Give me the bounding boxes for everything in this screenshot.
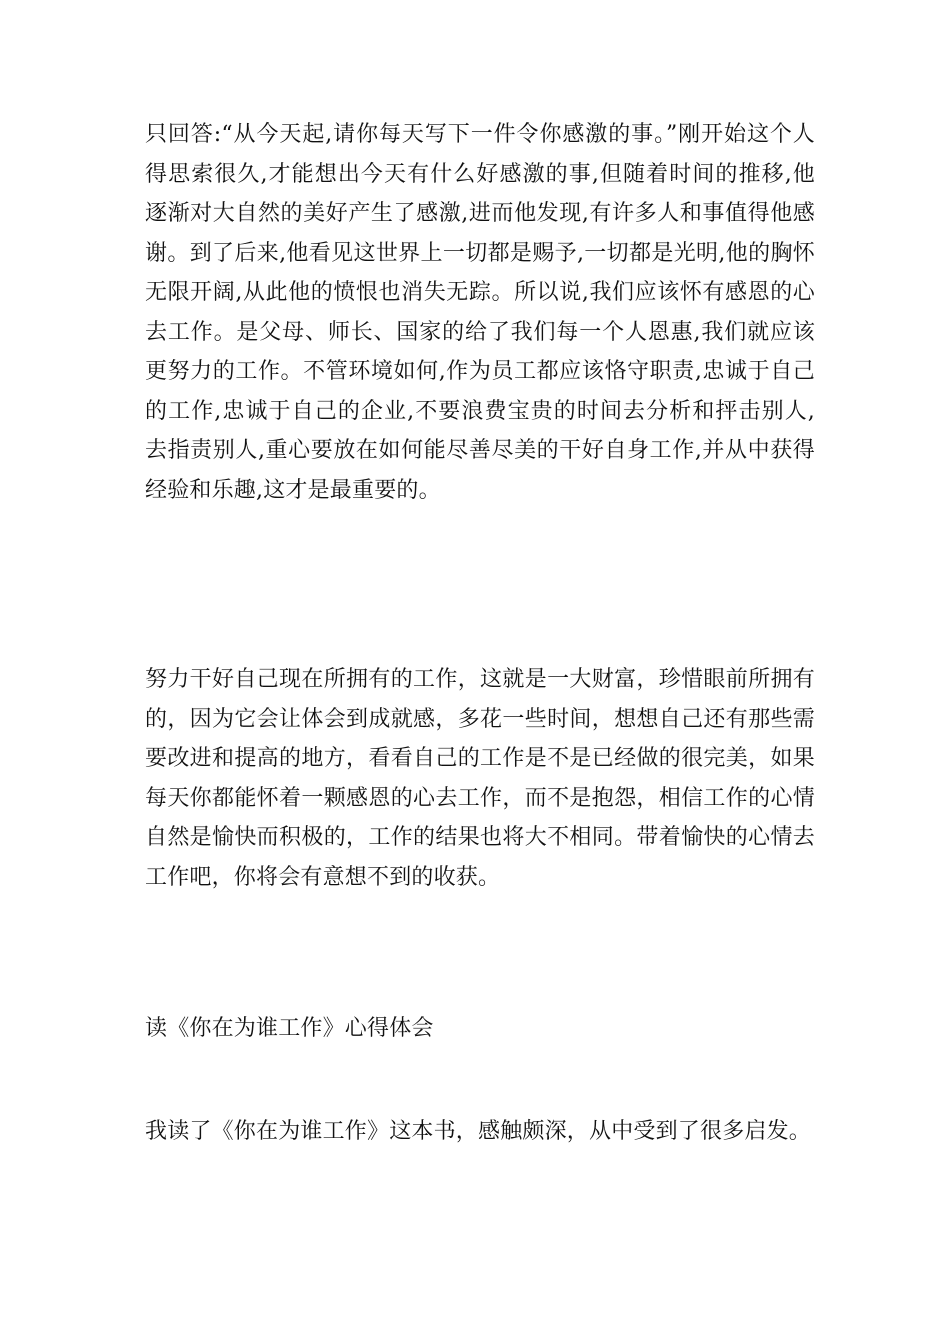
paragraph-line: 的，因为它会让体会到成就感，多花一些时间，想想自己还有那些需 [145, 706, 815, 732]
paragraph-line: 工作吧，你将会有意想不到的收获。 [145, 864, 501, 890]
paragraph-gratitude [145, 115, 815, 510]
paragraph-reading-intro [145, 1112, 815, 1152]
paragraph-line: 谢。到了后来,他看见这世界上一切都是赐予,一切都是光明,他的胸怀 [145, 240, 815, 266]
paragraph-work-well [145, 660, 815, 897]
paragraph-line: 每天你都能怀着一颗感恩的心去工作，而不是抱怨，相信工作的心情 [145, 785, 815, 811]
paragraph-line: 无限开阔,从此他的愤恨也消失无踪。所以说,我们应该怀有感恩的心 [145, 280, 815, 305]
paragraph-line: 努力干好自己现在所拥有的工作，这就是一大财富，珍惜眼前所拥有 [145, 667, 815, 692]
heading-text: 读《你在为谁工作》心得体会 [145, 1016, 434, 1041]
paragraph-line: 要改进和提高的地方，看看自己的工作是不是已经做的很完美，如果 [145, 746, 815, 771]
paragraph-line: 更努力的工作。不管环境如何,作为员工都应该恪守职责,忠诚于自己 [145, 359, 815, 384]
paragraph-line: 只回答:“从今天起,请你每天写下一件令你感激的事。”刚开始这个人 [145, 122, 815, 147]
paragraph-line: 我读了《你在为谁工作》这本书，感触颇深，从中受到了很多启发。 [145, 1119, 812, 1144]
paragraph-line: 去指责别人,重心要放在如何能尽善尽美的干好自身工作,并从中获得 [145, 438, 815, 463]
paragraph-line: 得思索很久,才能想出今天有什么好感激的事,但随着时间的推移,他 [145, 161, 815, 187]
paragraph-line: 逐渐对大自然的美好产生了感激,进而他发现,有许多人和事值得他感 [145, 201, 815, 226]
paragraph-line: 经验和乐趣,这才是最重要的。 [145, 477, 441, 503]
section-heading [145, 1009, 815, 1049]
paragraph-line: 去工作。是父母、师长、国家的给了我们每一个人恩惠,我们就应该 [145, 319, 815, 345]
paragraph-line: 自然是愉快而积极的，工作的结果也将大不相同。带着愉快的心情去 [145, 825, 815, 850]
paragraph-line: 的工作,忠诚于自己的企业,不要浪费宝贵的时间去分析和抨击别人, [145, 398, 815, 424]
